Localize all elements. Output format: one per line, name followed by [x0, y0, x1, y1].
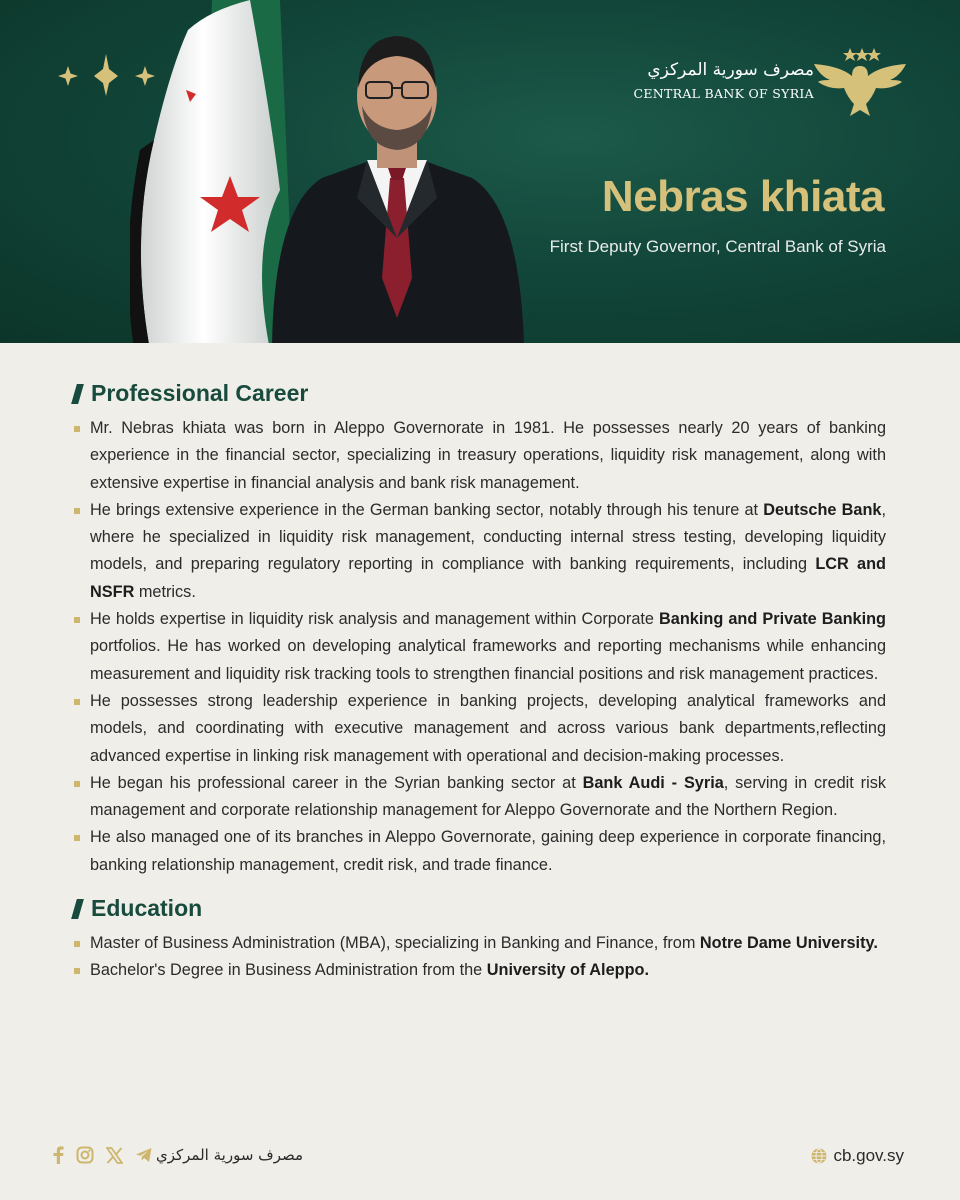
globe-icon: [811, 1148, 827, 1164]
bullet-icon: [74, 426, 80, 432]
footer-website[interactable]: [811, 1146, 904, 1166]
eagle-emblem-icon: [810, 44, 910, 118]
bold-text: Notre Dame University.: [699, 934, 878, 953]
item-text: He also managed one of its branches in Aleppo Governorate, gaining deep experience in corporate financing, banking relationship management, credit risk, and trade finance.: [90, 828, 886, 874]
bullet-icon: [74, 968, 80, 974]
item-text: , where he specialized in liquidity risk management, conducting internal stress testing, developing liquidity models, and preparing regulatory reporting in compliance with banking requirements, including: [90, 500, 886, 574]
logo-arabic-name: مصرف سورية المركزي: [647, 60, 814, 80]
telegram-icon[interactable]: [135, 1147, 153, 1163]
person-title: First Deputy Governor, Central Bank of Syria: [549, 237, 886, 256]
heading-marker-icon: [71, 899, 84, 919]
logo-english-name: CENTRAL BANK OF SYRIA: [633, 86, 814, 101]
item-text: He possesses strong leadership experience in banking projects, developing analytical frameworks and models, and coordinating with executive management and across various bank departments,reflecting advanced expertise in linking risk management with operational and decision-making processes.: [90, 691, 886, 765]
header-banner: [0, 0, 960, 343]
facebook-icon[interactable]: [52, 1146, 64, 1164]
bold-text: Deutsche Bank: [763, 500, 882, 519]
bullet-icon: [74, 781, 80, 787]
item-text: He brings extensive experience in the German banking sector, notably through his tenure at: [90, 500, 764, 519]
person-name: Nebras khiata: [601, 172, 884, 221]
career-heading-text: Professional Career: [91, 380, 309, 406]
list-item: [74, 930, 886, 957]
bold-text: LCR and NSFR: [90, 555, 886, 601]
central-bank-logo: [633, 44, 910, 118]
list-item: [74, 770, 886, 825]
list-item: [74, 497, 886, 606]
career-section-heading: [74, 380, 886, 407]
item-text: Mr. Nebras khiata was born in Aleppo Governorate in 1981. He possesses nearly 20 years of banking experience in the financial sector, specializing in treasury operations, liquidity risk management, along with extensive expertise in financial analysis and bank risk management.: [90, 419, 886, 492]
item-text: , serving in credit risk management and corporate relationship management for Aleppo Governorate and the Northern Region.: [90, 773, 886, 820]
bullet-icon: [74, 941, 80, 947]
education-section-heading: [74, 895, 886, 922]
bio-content: [74, 380, 886, 985]
bold-text: Banking and Private Banking: [659, 610, 886, 629]
list-item: [74, 415, 886, 497]
bullet-icon: [74, 699, 80, 705]
bold-text: University of Aleppo.: [486, 961, 649, 980]
bullet-icon: [74, 508, 80, 514]
bullet-icon: [74, 835, 80, 841]
item-text: He began his professional career in the Syrian banking sector at: [90, 773, 583, 792]
item-text: Bachelor's Degree in Business Administration from the: [90, 961, 487, 980]
bullet-icon: [74, 617, 80, 623]
item-text: metrics.: [134, 582, 196, 601]
education-heading-text: Education: [91, 895, 203, 922]
list-item: [74, 957, 886, 984]
bold-text: Bank Audi - Syria: [582, 773, 724, 792]
education-list: [74, 930, 886, 985]
item-text: portfolios. He has worked on developing analytical frameworks and reporting mechanisms while enhancing measurement and liquidity risk tracking tools to strengthen financial positions and risk management practices.: [90, 637, 886, 683]
heading-marker-icon: [71, 384, 84, 404]
x-icon[interactable]: [106, 1147, 123, 1164]
footer-arabic-name: مصرف سورية المركزي: [156, 1146, 304, 1164]
instagram-icon[interactable]: [76, 1146, 94, 1164]
list-item: [74, 688, 886, 770]
list-item: [74, 824, 886, 879]
list-item: [74, 606, 886, 688]
social-links: [52, 1146, 153, 1164]
item-text: He holds expertise in liquidity risk analysis and management within Corporate: [90, 610, 660, 629]
governor-portrait-image: [262, 28, 532, 343]
website-link[interactable]: cb.gov.sy: [833, 1146, 904, 1165]
career-list: [74, 415, 886, 879]
item-text: Master of Business Administration (MBA), specializing in Banking and Finance, from: [90, 934, 700, 953]
